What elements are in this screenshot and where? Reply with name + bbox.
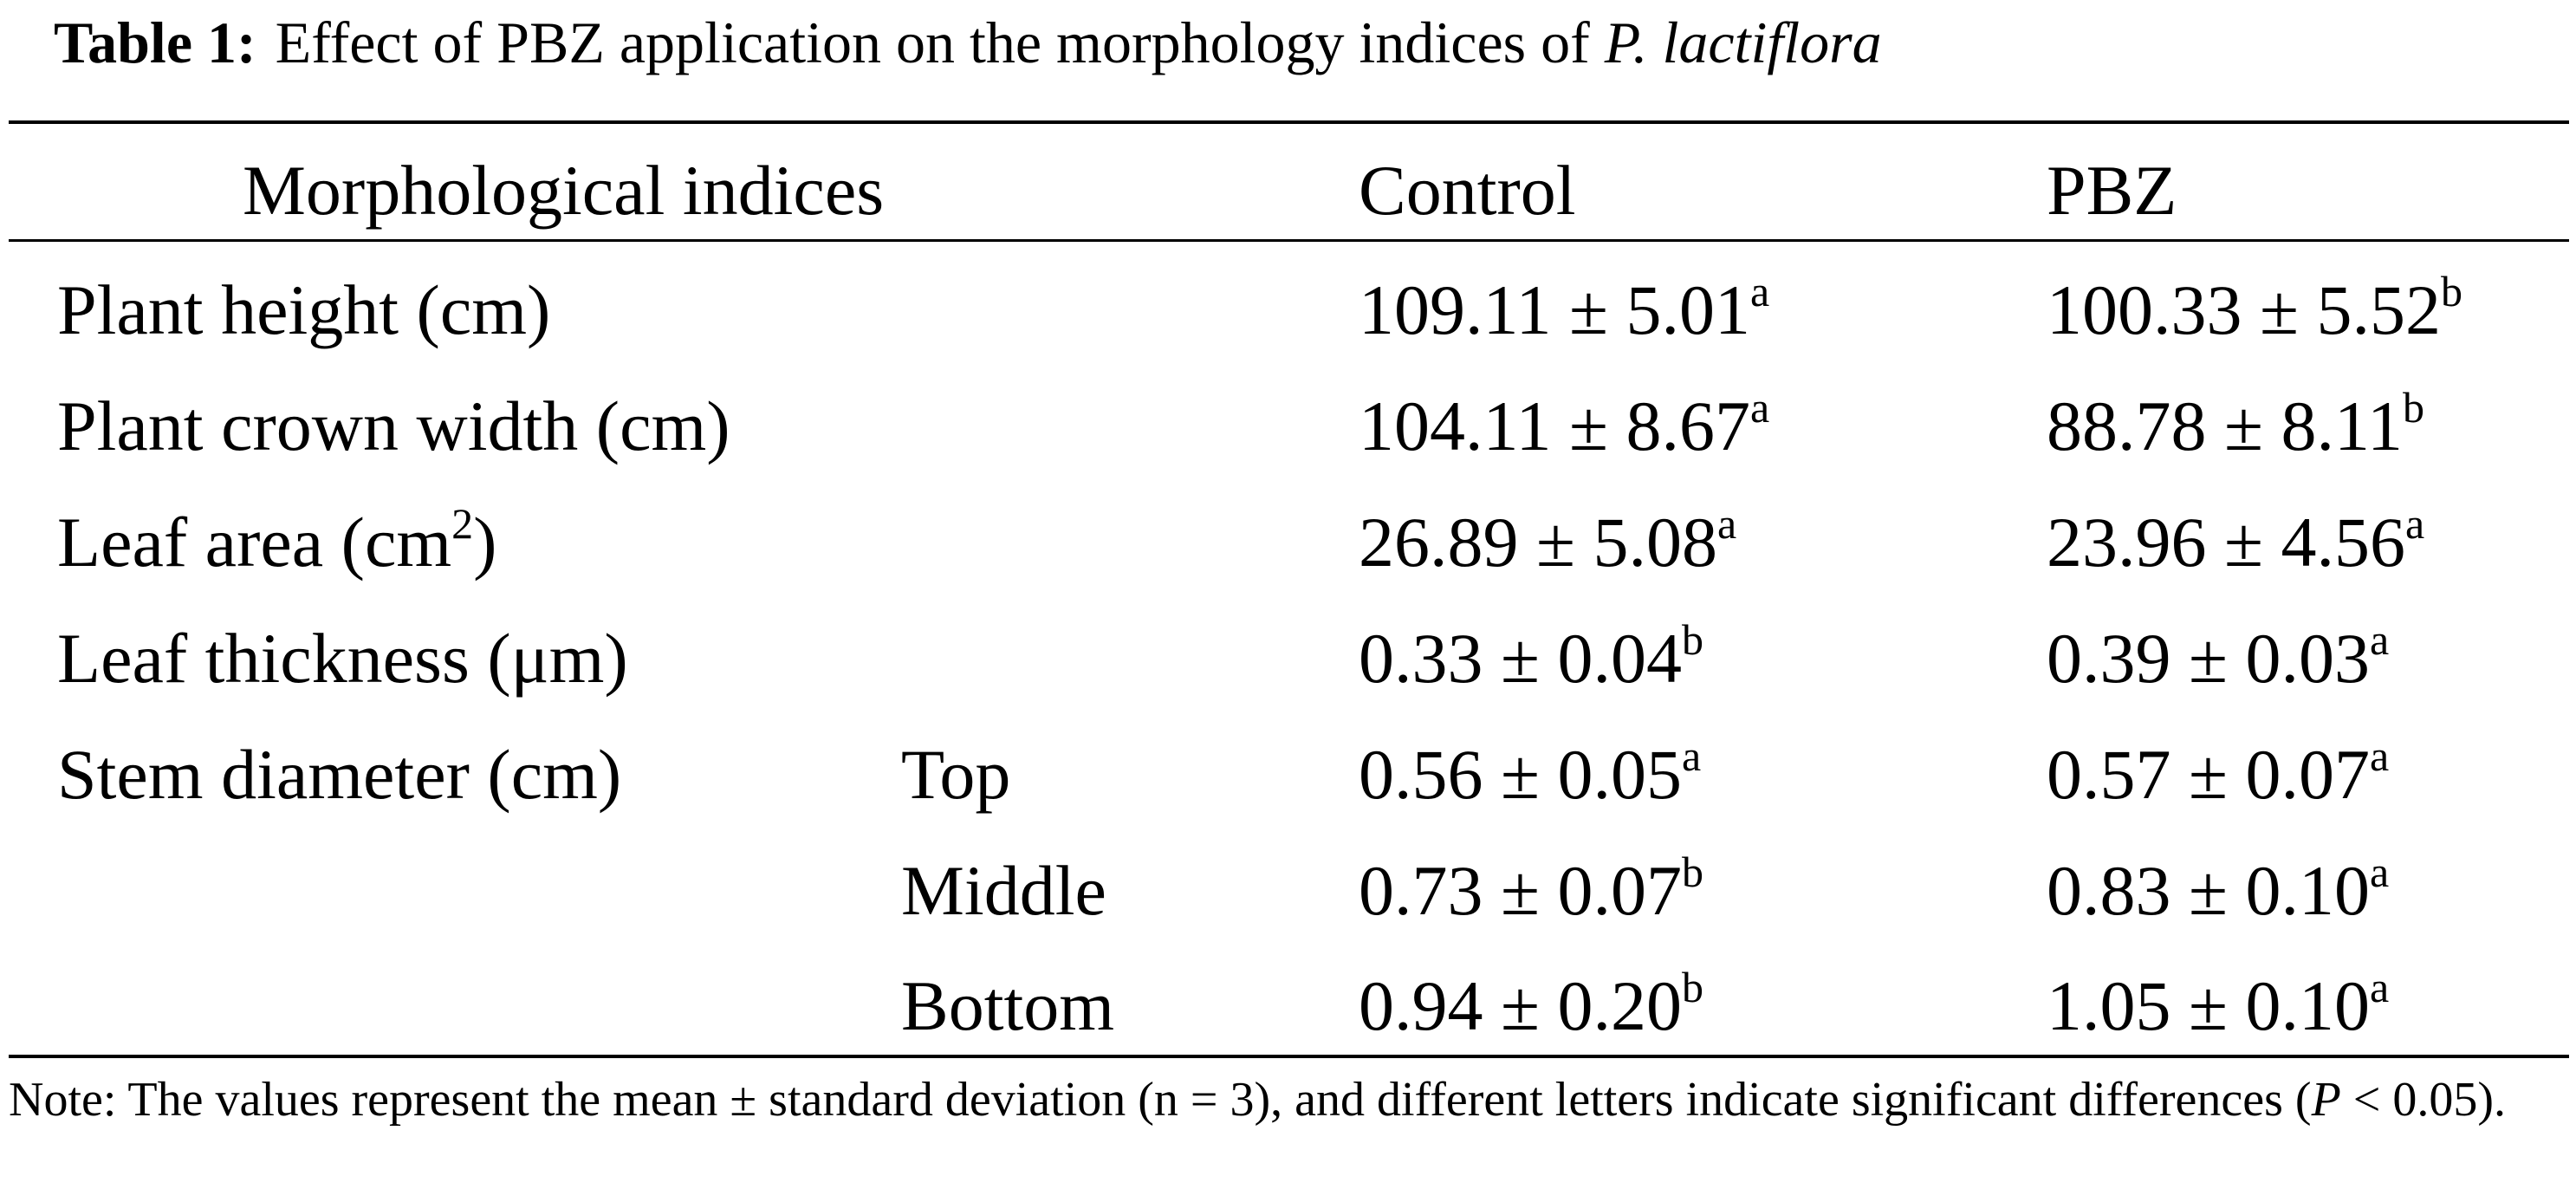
row-label: Stem diameter (cm) (57, 735, 622, 814)
significance-letter: a (1682, 731, 1702, 780)
header-pbz: PBZ (2047, 151, 2177, 230)
significance-letter: b (2441, 266, 2463, 315)
pbz-value: 0.39 ± 0.03$^a$ (2047, 614, 2390, 698)
top-rule (9, 120, 2569, 124)
control-value: 0.94 ± 0.20$^b$ (1359, 962, 1704, 1045)
pbz-value: 0.83 ± 0.10$^a$ (2047, 847, 2390, 930)
stem-position-label: Middle (901, 851, 1106, 930)
significance-letter: b (2402, 382, 2424, 432)
control-value: 26.89 ± 5.08$^a$ (1359, 498, 1737, 582)
control-value: 109.11 ± 5.01$^a$ (1359, 266, 1770, 349)
pbz-value: 100.33 ± 5.52$^b$ (2047, 266, 2463, 349)
significance-letter: a (1749, 266, 1770, 315)
bottom-rule (9, 1055, 2569, 1058)
pbz-value: 88.78 ± 8.11$^b$ (2047, 382, 2424, 465)
significance-letter: a (2370, 731, 2390, 780)
species-name: P. lactiflora (1604, 10, 1882, 75)
control-value: 0.56 ± 0.05$^a$ (1359, 731, 1702, 814)
row-label: Leaf area $(cm^2)$ (57, 498, 497, 582)
significance-letter: a (2370, 962, 2390, 1011)
header-control: Control (1359, 151, 1576, 230)
stem-position-label: Top (901, 735, 1011, 814)
significance-letter: a (2370, 847, 2390, 896)
pbz-value: 0.57 ± 0.07$^a$ (2047, 731, 2390, 814)
header-rule (9, 239, 2569, 242)
control-value: 0.73 ± 0.07$^b$ (1359, 847, 1704, 930)
caption-text: Effect of PBZ application on the morphology indices of (275, 10, 1590, 75)
table-caption (54, 7, 1882, 78)
significance-letter: a (2370, 614, 2390, 664)
significance-letter: b (1682, 614, 1704, 664)
significance-letter: b (1682, 962, 1704, 1011)
significance-letter: b (1682, 847, 1704, 896)
significance-letter: a (1749, 382, 1770, 432)
row-label: Leaf thickness (μm) (57, 619, 628, 698)
control-value: 0.33 ± 0.04$^b$ (1359, 614, 1704, 698)
stem-position-label: Bottom (901, 966, 1115, 1045)
row-label: Plant height (cm) (57, 270, 551, 349)
header-indices: Morphological indices (243, 151, 885, 230)
table-label: Table 1: (54, 10, 256, 75)
significance-letter: a (1717, 498, 1737, 548)
row-label: Plant crown width (cm) (57, 387, 730, 465)
control-value: 104.11 ± 8.67$^a$ (1359, 382, 1770, 465)
table-note: Note: The values represent the mean ± standard deviation (n = 3), and different letters indicate significant differences (P < 0.05). (9, 1073, 2507, 1127)
pbz-value: 1.05 ± 0.10$^a$ (2047, 962, 2390, 1045)
significance-letter: a (2405, 498, 2425, 548)
pbz-value: 23.96 ± 4.56$^a$ (2047, 498, 2425, 582)
